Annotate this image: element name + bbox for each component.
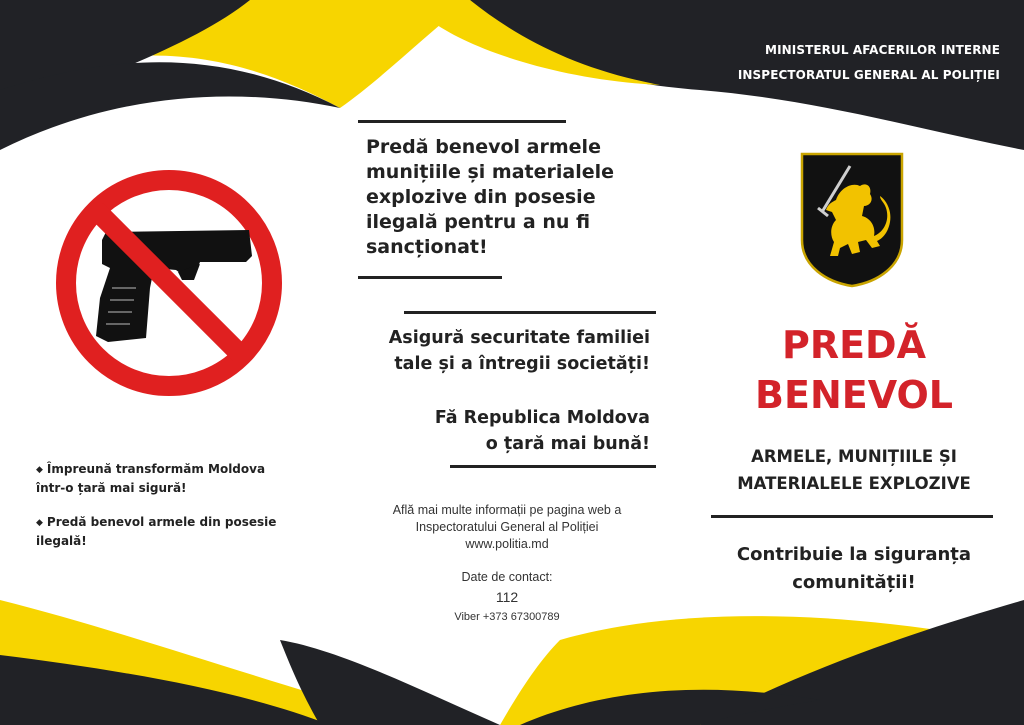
left-bullet-list	[36, 460, 326, 566]
contact-label: Date de contact:	[461, 570, 553, 584]
no-gun-sign-icon	[54, 168, 284, 398]
ministry-header	[738, 38, 1000, 88]
inspectorate-name: INSPECTORATUL GENERAL AL POLIȚIEI	[737, 68, 1000, 82]
bullet-item: ◆ Predă benevol armele din posesie ilegală!	[36, 515, 277, 548]
website-link[interactable]: www.politia.md	[465, 537, 549, 551]
divider	[358, 276, 502, 279]
divider	[711, 515, 993, 518]
contribution-message: Contribuie la siguranța comunității!	[736, 544, 972, 593]
bullet-item: ◆ Împreună transformăm Moldova într-o țară mai sigură!	[36, 462, 266, 495]
info-text: Află mai multe informații pe pagina web a Inspectoratului General al Poliției www.politia.md	[360, 502, 654, 553]
bullet-icon: ◆	[36, 465, 43, 475]
divider	[450, 465, 656, 468]
police-crest-icon	[800, 152, 904, 288]
main-title: PREDĂ BENEVOL	[755, 323, 953, 417]
bullet-icon: ◆	[36, 518, 43, 528]
security-message: Asigură securitate familiei tale și a întregii societăți!	[388, 328, 650, 374]
viber-contact: Viber +373 67300789	[454, 611, 560, 623]
ministry-name: MINISTERUL AFACERILOR INTERNE	[765, 43, 1000, 57]
emergency-phone: 112	[495, 589, 519, 605]
appeal-heading: Predă benevol armele munițiile și materialele explozive din posesie ilegală pentru a nu fi sancționat!	[366, 136, 615, 258]
divider	[404, 311, 656, 314]
divider	[358, 120, 566, 123]
main-subtitle: ARMELE, MUNIȚIILE ȘI MATERIALELE EXPLOZIVE	[737, 447, 971, 493]
moldova-message: Fă Republica Moldova o țară mai bună!	[434, 408, 650, 454]
